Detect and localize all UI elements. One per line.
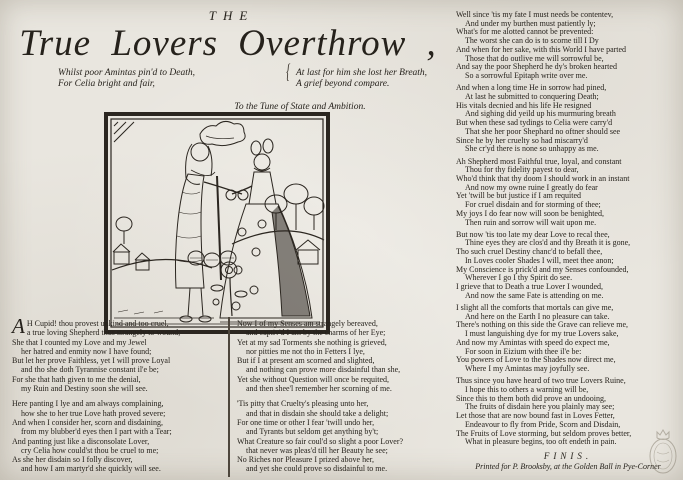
verse-line: how she to her true Love hath proved severe;: [21, 408, 166, 418]
subtitle-left: [58, 68, 195, 90]
woodcut-illustration: [104, 112, 330, 334]
verse-line: Then ruin and sorrow will wait upon me.: [465, 217, 597, 227]
verse-line: The worst she can do is to scorne till I Dy: [465, 36, 599, 46]
verse-line: Yet at my sad Torments she nothing is grieved,: [237, 337, 387, 347]
verse-line: cry Celia how could'st thou be cruel to me;: [21, 445, 159, 455]
verse-line: She cr'yd there is none so unhappy as me.: [465, 144, 599, 154]
verse-line: 'Tis pitty that Cruelty's pleasing unto her,: [237, 399, 369, 409]
verse-line: Since he by her cruelty so had miscarry'd: [456, 135, 588, 145]
verse-line: My Conscience is prick'd and my Senses confounded,: [456, 264, 629, 274]
verse-line: Ah Shepherd most Faithful true, loyal, and constant: [456, 156, 622, 166]
verse-column-middle: [237, 319, 445, 480]
verse-line: nor pitties me not tho in Fetters I lye,: [246, 346, 365, 356]
verse-line: Those that do outlive me will sorrowful be,: [465, 53, 604, 63]
verse-line: And sighing did yeild up his murmuring breath: [465, 109, 616, 119]
verse-line: What in pleasure begins, too oft endeth in pain.: [465, 437, 617, 447]
verse-line: Tho such cruel Destiny chanc'd to befall thee,: [456, 247, 603, 257]
verse-line: There's nothing on this side the Grave can relieve me,: [456, 320, 629, 330]
verse-line: Who'd think that thy doom I should work in an instant: [456, 173, 630, 183]
stanza: [456, 231, 680, 301]
verse-line: and nothing can prove more disdainful than she,: [246, 365, 401, 375]
verse-line: For one time or other I fear 'twill undo her,: [237, 417, 375, 427]
verse-line: and yet she could prove so disdainful to me.: [246, 464, 388, 474]
verse-line: Yet 'twill be but justice if I am requited: [456, 191, 582, 201]
stanza: [237, 399, 445, 473]
verse-line: And when a long time He in sorrow had pined,: [456, 83, 607, 93]
stanza: [237, 319, 445, 393]
column-divider-rule: [228, 317, 230, 477]
verse-line: But let her prove Faithless, yet I will prove Loyal: [12, 356, 171, 366]
stanza: [12, 314, 226, 394]
verse-line: You powers of Love to the Shades now direct me,: [456, 355, 616, 365]
verse-line: Let those that are now bound fast in Loves Fetter,: [456, 411, 615, 421]
verse-line: That she her poor Shephard no oftner should see: [465, 126, 621, 136]
verse-line: my Ruin and Destiny soon she will see.: [21, 384, 148, 394]
verse-line: At last he submitted to conquering Death;: [465, 91, 599, 101]
verse-line: and then shee'l remember her scorning of me.: [246, 384, 392, 394]
verse-line: and how I am martyr'd she quickly will see.: [21, 464, 161, 474]
verse-line: And now the same Fate is attending on me.: [465, 290, 604, 300]
verse-line: And under my burthen must patiently ly;: [465, 18, 596, 28]
verse-line: her hatred and enmity now I have found;: [21, 346, 152, 356]
verse-line: Yet she without Question will once be requited,: [237, 374, 390, 384]
verse-line: I grieve that to Death a true Lover I wounded,: [456, 282, 604, 292]
verse-line: And panting just like a disconsolate Lover,: [12, 436, 150, 446]
verse-line: Wherever I go I thy Spirit do see.: [465, 273, 573, 283]
subtitle-line: Whilst poor Amintas pin'd to Death,: [58, 68, 195, 78]
verse-line: The Fruits of Love storming, but seldom proves better,: [456, 428, 632, 438]
verse-line: Endeavour to fly from Pride, Scorn and Disdain,: [465, 419, 621, 429]
woodcut-shepherd-and-lady-icon: [104, 112, 330, 334]
verse-column-left: [12, 314, 226, 480]
verse-line: In Loves cooler Shades I will, meet thee anon;: [465, 255, 614, 265]
verse-line: For she that hath given to me the denial,: [12, 374, 141, 384]
verse-line: And here on the Earth I no pleasure can take.: [465, 311, 610, 321]
verse-line: Now I of my Senses am strangely bereaved,: [237, 319, 378, 328]
verse-line: and that in disdain she should take a delight;: [246, 408, 389, 418]
verse-line: I hope this to others a warning will be,: [465, 384, 589, 394]
subtitle-line: For Celia bright and fair,: [58, 79, 155, 89]
verse-line: Here panting I lye and am always complaining,: [12, 399, 164, 409]
subtitle-line: At last for him she lost her Breath,: [296, 68, 428, 78]
right-column-stanzas: [456, 11, 680, 447]
title-the: THE: [208, 8, 255, 23]
blind-stamp-icon: [645, 426, 681, 480]
verse-line: But if I at present am scorned and slighted,: [237, 356, 375, 366]
stanza: [456, 84, 680, 154]
header: [8, 8, 448, 112]
verse-line: What Creature so fair coul'd so slight a poor Lover?: [237, 436, 404, 446]
verse-line: Where I my Amintas may joyfully see.: [465, 364, 590, 374]
verse-line: that never was pleas'd till her Beauty he see;: [246, 445, 388, 455]
verse-line: and Tyrants but seldom get anything by't;: [246, 427, 379, 437]
verse-line: a true loving Shepherd thus strangely to wound;: [26, 328, 181, 338]
verse-line: The fruits of disdain here you plainly may see;: [465, 402, 615, 412]
subtitle-line: A grief beyond compare.: [296, 79, 390, 89]
verse-line: For soon in Eizium with thee il'e be:: [465, 346, 582, 356]
subtitle-bracket: {: [286, 59, 291, 83]
verse-line: AH Cupid! thou provest unkind and too cruel,: [12, 314, 169, 338]
imprint-line: Printed for P. Brooksby, at the Golden Ball in Pye-Corner: [475, 461, 661, 471]
verse-line: from my blubber'd eyes then I part with a Tear;: [21, 427, 172, 437]
verse-line: My joys I do fear now will soon be benighted,: [456, 208, 604, 218]
stanza: [456, 11, 680, 81]
verse-line: Thine eyes they are clos'd and thy Breath it is gone,: [465, 238, 631, 248]
stanza: [456, 304, 680, 374]
verse-line: and captiv'd I am by the charms of her Eye;: [246, 328, 386, 338]
verse-line: and tho she doth Tyrannise constant il'e be;: [21, 365, 159, 375]
verse-line: His vitals decnied and his life He resigned: [456, 100, 592, 110]
verse-line: No Riches nor Pleasure I prized above her,: [237, 455, 374, 465]
verse-line: I slight all the comforts that mortals can give me,: [456, 303, 614, 312]
subtitle-right: [296, 68, 427, 90]
verse-column-right: [456, 11, 680, 471]
verse-line: Thus since you have heard of two true Lovers Ruine,: [456, 376, 626, 386]
verse-line: What's for me alotted cannot be prevented:: [456, 27, 594, 37]
verse-line: And now my Amintas with speed do expect me,: [456, 337, 610, 347]
verse-line: But now 'tis too late my dear Love to recal thee,: [456, 229, 610, 239]
verse-line: And now my owne ruine I greatly do fear: [465, 182, 598, 192]
verse-line: She that I counted my Love and my Jewel: [12, 337, 147, 347]
verse-line: Since this to them both did prove an undooing,: [456, 393, 606, 403]
verse-line: As she her disdain so I folly discover,: [12, 455, 133, 465]
verse-line: For cruel disdain and for storming of thee;: [465, 200, 601, 210]
page-title: True Lovers Overthrow ,: [19, 23, 437, 64]
subtitle-row: [8, 59, 448, 93]
verse-line: And when I consider her, scorn and disdaining,: [12, 417, 163, 427]
verse-line: Thou for thy fidelity payest to dear,: [465, 165, 579, 175]
stanza: [12, 399, 226, 473]
verse-line: Well since 'tis my fate I must needs be contentev,: [456, 10, 614, 19]
finis-label: FINIS.: [543, 450, 593, 461]
verse-line: And say the poor Shepherd he dy's broken hearted: [456, 62, 617, 72]
stanza: [456, 158, 680, 228]
verse-line: And when for her sake, with this World I have parted: [456, 44, 627, 54]
tune-line: To the Tune of State and Ambition.: [234, 102, 366, 112]
verse-line: So a sorrowful Epitaph write over me.: [465, 71, 588, 81]
verse-line: But when these sad tydings to Celia were carry'd: [456, 118, 613, 128]
verse-line: I must languishing dye for my true Lovers sake,: [465, 329, 619, 339]
